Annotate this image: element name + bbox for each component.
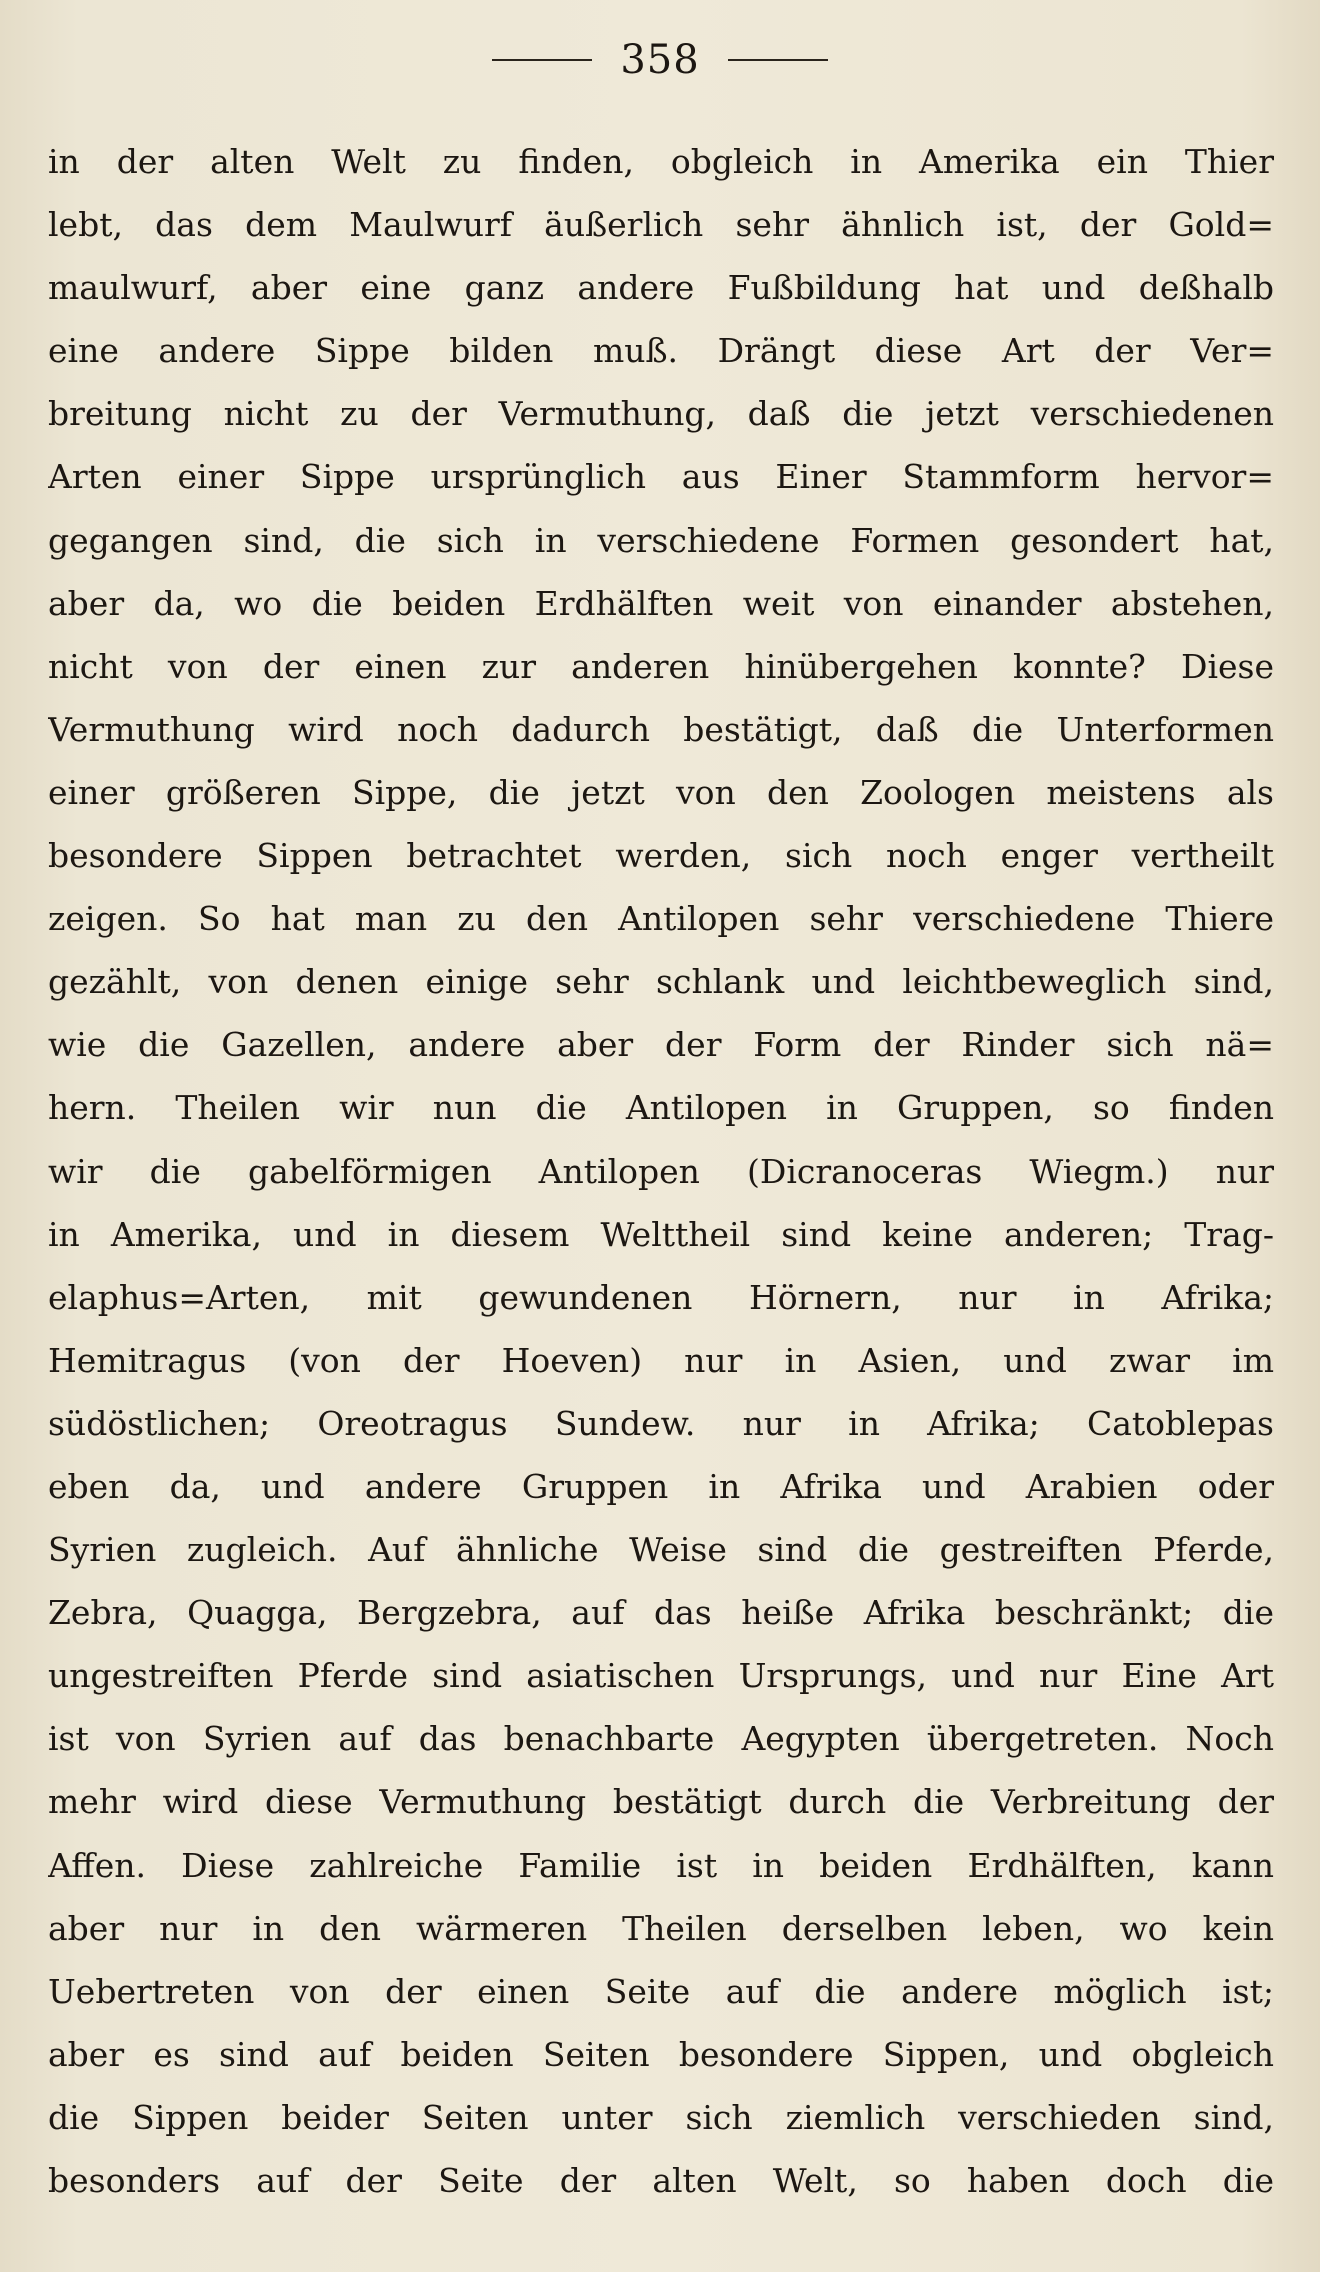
text-line: südöstlichen; Oreotragus Sundew. nur in Afrika; Catoblepas — [48, 1403, 1274, 1443]
text-line: einer größeren Sippe, die jetzt von den Zoologen meistens als — [48, 772, 1274, 812]
text-line: aber nur in den wärmeren Theilen derselben leben, wo kein — [48, 1908, 1274, 1948]
text-line: Syrien zugleich. Auf ähnliche Weise sind die gestreiften Pferde, — [48, 1530, 1274, 1570]
page-header — [0, 30, 1320, 90]
text-line: aber es sind auf beiden Seiten besondere Sippen, und obgleich — [48, 2034, 1274, 2074]
text-line: in der alten Welt zu finden, obgleich in Amerika ein Thier — [48, 142, 1274, 181]
page-number: 358 — [620, 37, 700, 83]
text-line: wie die Gazellen, andere aber der Form der Rinder sich nä= — [48, 1025, 1274, 1065]
text-line: Vermuthung wird noch dadurch bestätigt, daß die Unterformen — [48, 709, 1274, 749]
text-line: gegangen sind, die sich in verschiedene Formen gesondert hat, — [48, 520, 1274, 560]
text-line: aber da, wo die beiden Erdhälften weit von einander abstehen, — [48, 583, 1274, 623]
text-line: Zebra, Quagga, Bergzebra, auf das heiße Afrika beschränkt; die — [48, 1593, 1274, 1633]
text-line: eine andere Sippe bilden muß. Drängt diese Art der Ver= — [48, 331, 1274, 371]
text-line: ungestreiften Pferde sind asiatischen Ursprungs, und nur Eine Art — [48, 1656, 1274, 1696]
text-line: Affen. Diese zahlreiche Familie ist in beiden Erdhälften, kann — [48, 1845, 1274, 1885]
text-line: breitung nicht zu der Vermuthung, daß die jetzt verschiedenen — [48, 394, 1274, 434]
text-line: mehr wird diese Vermuthung bestätigt durch die Verbreitung der — [48, 1782, 1274, 1822]
text-line: in Amerika, und in diesem Welttheil sind keine anderen; Trag- — [48, 1214, 1274, 1254]
header-rule-right — [728, 59, 828, 61]
text-line: zeigen. So hat man zu den Antilopen sehr verschiedene Thiere — [48, 899, 1274, 939]
text-line: elaphus=Arten, mit gewundenen Hörnern, nur in Afrika; — [48, 1277, 1274, 1317]
text-line: nicht von der einen zur anderen hinübergehen konnte? Diese — [48, 646, 1274, 686]
text-line: wir die gabelförmigen Antilopen (Dicranoceras Wiegm.) nur — [48, 1151, 1274, 1191]
header-rule-left — [492, 59, 592, 61]
text-line: Arten einer Sippe ursprünglich aus Einer Stammform hervor= — [48, 457, 1274, 497]
text-line: lebt, das dem Maulwurf äußerlich sehr ähnlich ist, der Gold= — [48, 205, 1274, 245]
text-line: gezählt, von denen einige sehr schlank und leichtbeweglich sind, — [48, 962, 1274, 1002]
text-line: ist von Syrien auf das benachbarte Aegypten übergetreten. Noch — [48, 1719, 1274, 1759]
text-line: besonders auf der Seite der alten Welt, so haben doch die — [48, 2161, 1274, 2200]
text-line: die Sippen beider Seiten unter sich ziemlich verschieden sind, — [48, 2097, 1274, 2137]
text-line: hern. Theilen wir nun die Antilopen in Gruppen, so finden — [48, 1088, 1274, 1128]
text-line: Hemitragus (von der Hoeven) nur in Asien, und zwar im — [48, 1340, 1274, 1380]
text-line: maulwurf, aber eine ganz andere Fußbildung hat und deßhalb — [48, 268, 1274, 308]
text-line: Uebertreten von der einen Seite auf die andere möglich ist; — [48, 1971, 1274, 2011]
body-text — [48, 130, 1274, 2212]
text-line: eben da, und andere Gruppen in Afrika und Arabien oder — [48, 1466, 1274, 1506]
text-line: besondere Sippen betrachtet werden, sich noch enger vertheilt — [48, 836, 1274, 876]
